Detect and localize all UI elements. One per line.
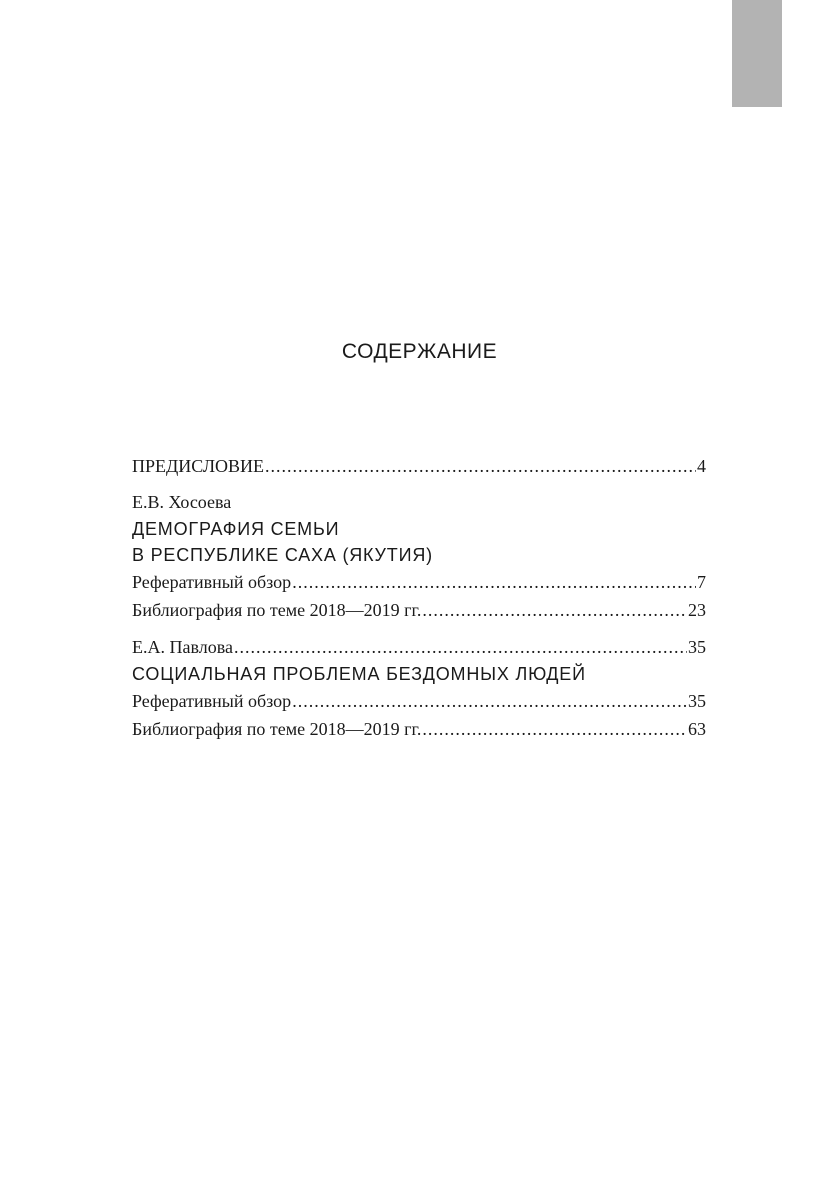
section-title-line: СОЦИАЛЬНАЯ ПРОБЛЕМА БЕЗДОМНЫХ ЛЮДЕЙ (132, 664, 586, 684)
toc-entry-label: ПРЕДИСЛОВИЕ (132, 456, 265, 476)
toc-entry-label: Библиография по теме 2018—2019 гг. (132, 600, 422, 620)
section-author: Е.А. Павлова (132, 637, 233, 657)
dot-leader (422, 596, 687, 624)
toc-page-number: 4 (697, 456, 706, 476)
section-title-line: В РЕСПУБЛИКЕ САХА (ЯКУТИЯ) (132, 545, 433, 565)
toc-page-number: 63 (688, 719, 706, 739)
page-tab-marker (732, 0, 782, 107)
section-title-line: ДЕМОГРАФИЯ СЕМЬИ (132, 519, 340, 539)
toc-entry-preface[interactable] (132, 452, 706, 480)
toc-entry-label: Реферативный обзор (132, 572, 292, 592)
section-author: Е.В. Хосоева (132, 492, 232, 512)
table-of-contents (132, 452, 706, 743)
dot-leader (292, 687, 687, 715)
toc-page-number: 23 (688, 600, 706, 620)
toc-entry-review[interactable] (132, 568, 706, 596)
toc-entry-author[interactable] (132, 633, 706, 661)
toc-page-number: 35 (688, 691, 706, 711)
dot-leader (422, 715, 687, 743)
toc-page-number: 35 (688, 637, 706, 657)
dot-leader (234, 633, 687, 661)
toc-entry-bibliography[interactable] (132, 596, 706, 624)
toc-entry-bibliography[interactable] (132, 715, 706, 743)
page-title: СОДЕРЖАНИЕ (341, 340, 498, 363)
toc-entry-label: Библиография по теме 2018—2019 гг. (132, 719, 422, 739)
toc-entry-label: Реферативный обзор (132, 691, 292, 711)
toc-entry-review[interactable] (132, 687, 706, 715)
toc-page-number: 7 (697, 572, 706, 592)
dot-leader (265, 452, 696, 480)
dot-leader (292, 568, 696, 596)
